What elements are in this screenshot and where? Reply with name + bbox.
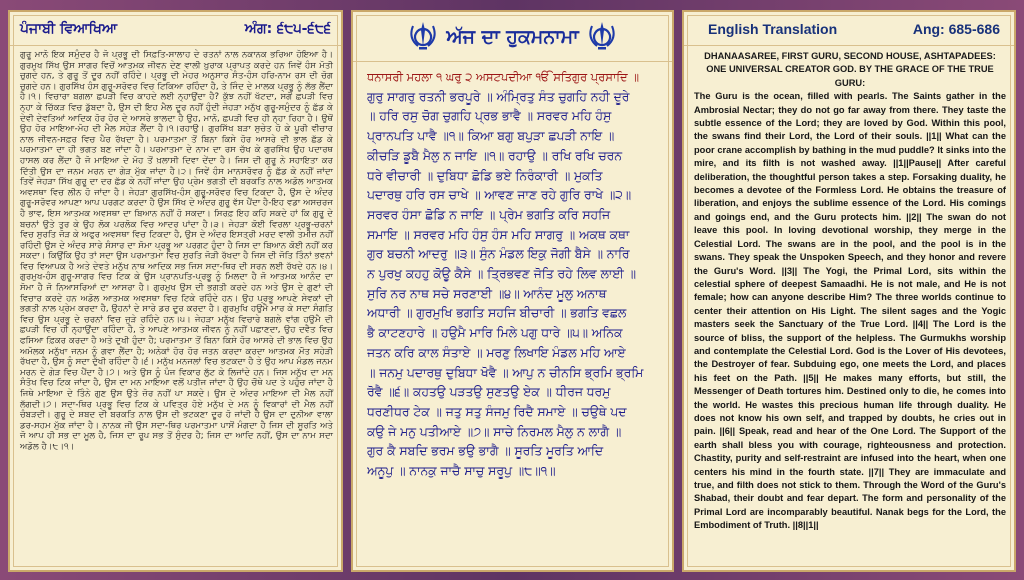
punjabi-panel-ang: ਅੰਗ: ੬੮੫-੬੮੬ xyxy=(244,20,331,37)
punjabi-explanation-panel xyxy=(8,10,343,572)
hukamnama-line: ਸਰਵਰ ਹੰਸਾ ਛੋਡਿ ਨ ਜਾਇ ॥ ਪ੍ਰੇਮ ਭਗਤਿ ਕਰਿ ਸਹਜਿ xyxy=(367,207,611,222)
english-translation-text: The Guru is the ocean, filled with pearls. The Saints gather in the Ambrosial Nectar; they do not go far away from there. They taste the subtle essence of the Lord; they are loved by God. Within this pool, the swans find their Lord, the Lord of their souls. ||1|| What can the poor crane accomplish by bathing in the mud puddle? It sinks into the mire, and its filth is not washed away. ||1||Pause|| After careful deliberation, the thoughtful person takes a step. Forsaking duality, he becomes a devotee of the Formless Lord. He obtains the treasure of liberation, and enjoys the sublime essence of the Lord. His comings and goings end, and the Guru protects him. ||2|| The swan do not leave this pool. In loving devotional worship, they merge in the Celestial Lord. The swans are in the pool, and the pool is in the swans. They speak the Unspoken Speech, and they honor and revere the Guru's Word. ||3|| The Yogi, the Primal Lord, sits within the celestial sphere of deepest Samaadhi. He is not male, and He is not female; how can anyone describe Him? The three worlds continue to center their attention on His Light. The silent sages and the Yogic masters seek the Sanctuary of the True Lord. ||4|| The Lord is the source of bliss, the support of the helpless. The Gurmukhs worship and contemplate the Celestial Lord. God is the Lover of His devotees, the Destroyer of fear. Subduing ego, one meets the Lord, and places his feet on the Path. ||5|| He makes many efforts, but still, the Messenger of Death tortures him. Destined only to die, he comes into the world. He wastes this precious human life through duality. He does not know his own self, and trapped by doubts, he cries out in pain. ||6|| Speak, read and hear of the One Lord. The Support of the earth shall bless you with courage, righteousness and protection. Chastity, purity and self-restraint are infused into the heart, when one centers his mind in the fourth state. ||7|| They are immaculate and true, and filth does not stick to them. Through the Word of the Guru's Shabad, their doubt and fear depart. The form and personality of the Primal Lord are incomparably beautiful. Nanak begs for the Lord, the Embodiment of Truth. ||8||1|| xyxy=(694,91,1006,531)
hukamnama-line: ਅਧਾਰੀ ॥ ਗੁਰਮੁਖਿ ਭਗਤਿ ਸਹਜਿ ਬੀਚਾਰੀ ॥ ਭਗਤਿ ਵਛਲ xyxy=(367,306,627,321)
hukamnama-line: ਧਰੇ ਵੀਚਾਰੀ ॥ ਦੁਬਿਧਾ ਛੋਡਿ ਭਏ ਨਿਰੰਕਾਰੀ ॥ ਮੁਕਤਿ xyxy=(367,168,603,183)
khanda-left-icon xyxy=(408,20,438,54)
hukamnama-line: ਗੁਰ ਕੈ ਸਬਦਿ ਭਰਮ ਭਉ ਭਾਗੈ ॥ ਸੂਰਤਿ ਮੂਰਤਿ ਆਦਿ xyxy=(367,444,603,459)
khanda-right-icon xyxy=(587,20,617,54)
hukamnama-line: ਪਦਾਰਥੁ ਹਰਿ ਰਸ ਚਾਖੇ ॥ ਆਵਣ ਜਾਣ ਰਹੇ ਗੁਰਿ ਰਾਖੇ ॥੨॥ xyxy=(367,188,632,203)
hukamnama-line: ਗੁਰ ਬਚਨੀ ਆਦਰੁ ॥੩॥ ਸੁੰਨ ਮੰਡਲ ਇਕੁ ਜੋਗੀ ਬੈਸੇ ॥ ਨਾਰਿ xyxy=(367,247,630,262)
hukamnama-line: ਗੁਰੁ ਸਾਗਰੁ ਰਤਨੀ ਭਰਪੂਰੇ ॥ ਅੰਮ੍ਰਿਤੁ ਸੰਤ ਚੁਗਹਿ ਨਹੀ ਦੂਰੇ xyxy=(367,89,630,104)
hukamnama-panel xyxy=(351,10,674,572)
hukamnama-line: ਧਰਣੀਧਰ ਟੇਕ ॥ ਜਤੁ ਸਤੁ ਸੰਜਮੁ ਰਿਦੈ ਸਮਾਏ ॥ ਚਉਥੇ ਪਦ xyxy=(367,404,627,419)
english-panel-header xyxy=(684,12,1014,46)
english-panel-ang: Ang: 685-686 xyxy=(912,20,1000,37)
english-panel-title: English Translation xyxy=(708,20,838,37)
english-translation-panel xyxy=(682,10,1016,572)
hukamnama-line: ਕੀਚੜਿ ਡੂਬੈ ਮੈਲੁ ਨ ਜਾਇ ॥੧॥ ਰਹਾਉ ॥ ਰਖਿ ਰਖਿ ਚਰਨ xyxy=(367,148,622,163)
punjabi-panel-header xyxy=(10,12,341,46)
hukamnama-line: ਰੋਵੈ ॥੬॥ ਕਹਤਉ ਪੜਤਉ ਸੁਣਤਉ ਏਕ ॥ ਧੀਰਜ ਧਰਮੁ xyxy=(367,385,611,400)
punjabi-explanation-text: ਗੁਰੂ ਮਾਨੋ ਇਕ ਸਮੁੰਦਰ ਹੈ ਜੋ ਪ੍ਰਭੂ ਦੀ ਸਿਫ਼ਤਿ-ਸਾਲਾਹ ਦੇ ਰਤਨਾਂ ਨਾਲ ਨਕਾਨਕ ਭਰਿਆ ਹੋਇਆ ਹੈ। ਗੁਰਮੁਖ ਸਿੱਖ ਉਸ ਸਾਗਰ ਵਿਚੋਂ ਆਤਮਕ ਜੀਵਨ ਦੇਣ ਵਾਲੀ ਖ਼ੁਰਾਕ ਪ੍ਰਾਪਤ ਕਰਦੇ ਹਨ ਜਿਵੇਂ ਹੰਸ ਮੋਤੀ ਚੁਗਦੇ ਹਨ, ਤੇ ਗੁਰੂ ਤੋਂ ਦੂਰ ਨਹੀਂ ਰਹਿੰਦੇ। ਪ੍ਰਭੂ ਦੀ ਮੇਹਰ ਅਨੁਸਾਰ ਸੰਤ-ਹੰਸ ਹਰਿ-ਨਾਮ ਰਸ ਦੀ ਚੋਗ ਚੁਗਦੇ ਹਨ। ਗੁਰਸਿੱਖ ਹੰਸ ਗੁਰੂ-ਸਰੋਵਰ ਵਿਚ ਟਿਕਿਆ ਰਹਿੰਦਾ ਹੈ, ਤੇ ਜਿੰਦ ਦੇ ਮਾਲਕ ਪ੍ਰਭੂ ਨੂੰ ਲੱਭ ਲੈਂਦਾ ਹੈ।੧। ਵਿਚਾਰਾ ਬਗਲਾ ਛਪੜੀ ਵਿਚ ਕਾਹਦੇ ਲਈ ਨ੍ਹਾਉਂਦਾ ਹੈ? ਕੁੱਝ ਨਹੀਂ ਖੱਟਦਾ, ਸਗੋਂ ਛਪੜੀ ਵਿਚ ਨ੍ਹਾ ਕੇ ਚਿੱਕੜ ਵਿਚ ਡੁੱਬਦਾ ਹੈ, ਉਸ ਦੀ ਇਹ ਮੈਲ ਦੂਰ ਨਹੀਂ ਹੁੰਦੀ ਜੇਹੜਾ ਮਨੁੱਖ ਗੁਰੂ-ਸਮੁੰਦਰ ਨੂੰ ਛੱਡ ਕੇ ਦੇਵੀ ਦੇਵਤਿਆਂ ਆਦਿਕ ਹੋਰ ਹੋਰ ਦੇ ਆਸਰੇ ਭਾਲਦਾ ਹੈ ਉਹ, ਮਾਨੋ, ਛਪੜੀ ਵਿਚ ਹੀ ਨ੍ਹਾ ਰਿਹਾ ਹੈ। ਉਥੋਂ ਉਹ ਹੋਰ ਮਾਇਆ-ਮੋਹ ਦੀ ਮੈਲ ਸਹੇੜ ਲੈਂਦਾ ਹੈ।੧।ਰਹਾਉ। ਗੁਰਸਿੱਖ ਬੜਾ ਸੁਚੇਤ ਹੋ ਕੇ ਪੂਰੀ ਵੀਚਾਰ ਨਾਲ ਜੀਵਨ-ਸਫ਼ਰ ਵਿਚ ਪੈਰ ਰੱਖਦਾ ਹੈ। ਪਰਮਾਤਮਾ ਤੋਂ ਬਿਨਾ ਕਿਸੇ ਹੋਰ ਆਸਰੇ ਦੀ ਭਾਲ ਛੱਡ ਕੇ ਪਰਮਾਤਮਾ ਦਾ ਹੀ ਭਗਤ ਬਣ ਜਾਂਦਾ ਹੈ। ਪਰਮਾਤਮਾ ਦੇ ਨਾਮ ਦਾ ਰਸ ਚੱਖ ਕੇ ਗੁਰਸਿੱਖ ਉਹ ਪਦਾਰਥ ਹਾਸਲ ਕਰ ਲੈਂਦਾ ਹੈ ਜੋ ਮਾਇਆ ਦੇ ਮੋਹ ਤੋਂ ਖ਼ਲਾਸੀ ਦਿਵਾ ਦੇਂਦਾ ਹੈ। ਜਿਸ ਦੀ ਗੁਰੂ ਨੇ ਸਹਾਇਤਾ ਕਰ ਦਿੱਤੀ ਉਸ ਦਾ ਜਨਮ ਮਰਨ ਦਾ ਗੇੜ ਮੁੱਕ ਜਾਂਦਾ ਹੈ।੨। ਜਿਵੇਂ ਹੰਸ ਮਾਨਸਰੋਵਰ ਨੂੰ ਛੱਡ ਕੇ ਨਹੀਂ ਜਾਂਦਾ ਤਿਵੇਂ ਜੇਹੜਾ ਸਿੱਖ ਗੁਰੂ ਦਾ ਦਰ ਛੱਡ ਕੇ ਨਹੀਂ ਜਾਂਦਾ ਉਹ ਪ੍ਰੇਮ ਭਗਤੀ ਦੀ ਬਰਕਤਿ ਨਾਲ ਅਡੋਲ ਆਤਮਕ ਅਵਸਥਾ ਵਿਚ ਲੀਨ ਹੋ ਜਾਂਦਾ ਹੈ। ਜੇਹੜਾ ਗੁਰਸਿੱਖ-ਹੰਸ ਗੁਰੂ-ਸਰੋਵਰ ਵਿਚ ਟਿਕਦਾ ਹੈ, ਉਸ ਦੇ ਅੰਦਰ ਗੁਰੂ-ਸਰੋਵਰ ਆਪਣਾ ਆਪ ਪਰਗਟ ਕਰਦਾ ਹੈ ਉਸ ਸਿੱਖ ਦੇ ਅੰਦਰ ਗੁਰੂ ਵੱਸ ਪੈਂਦਾ ਹੈ-ਇਹ ਵਡਾ ਅਸਚਰਜ ਹੈ ਭਾਵ, ਇਸ ਆਤਮਕ ਅਵਸਥਾ ਦਾ ਬਿਆਨ ਨਹੀਂ ਹੋ ਸਕਦਾ। ਸਿਰਫ਼ ਇਹ ਕਹਿ ਸਕਦੇ ਹਾਂ ਕਿ ਗੁਰੂ ਦੇ ਬਚਨਾਂ ਉਤੇ ਤੁਰ ਕੇ ਉਹ ਲੋਕ ਪਰਲੋਕ ਵਿਚ ਆਦਰ ਪਾਂਦਾ ਹੈ।੩। ਜੇਹੜਾ ਕੋਈ ਵਿਰਲਾ ਪ੍ਰਭੂ-ਚਰਨਾਂ ਵਿਚ ਸੁਰਤਿ ਜੋੜ ਕੇ ਅਫੁਰ ਅਵਸਥਾ ਵਿਚ ਟਿਕਦਾ ਹੈ, ਉਸ ਦੇ ਅੰਦਰ ਇਸਤ੍ਰੀ ਮਰਦ ਵਾਲੀ ਤਮੀਜ਼ ਨਹੀਂ ਰਹਿੰਦੀ ਉਸ ਦੇ ਅੰਦਰ ਸਾਰੇ ਸੰਸਾਰ ਦਾ ਸੋਮਾ ਪ੍ਰਭੂ ਆ ਪਰਗਟ ਹੁੰਦਾ ਹੈ ਜਿਸ ਦਾ ਬਿਆਨ ਕੋਈ ਨਹੀਂ ਕਰ ਸਕਦਾ। ਕਿਉਂਕਿ ਉਹ ਤਾਂ ਸਦਾ ਉਸ ਪਰਮਾਤਮਾ ਵਿਚ ਸੁਰਤਿ ਜੋੜੀ ਰੱਖਦਾ ਹੈ ਜਿਸ ਦੀ ਜੋਤਿ ਤਿੰਨਾਂ ਭਵਨਾਂ ਵਿਚ ਵਿਆਪਕ ਹੈ ਅਤੇ ਦੇਵਤੇ ਮਨੁੱਖ ਨਾਥ ਆਦਿਕ ਸਭ ਜਿਸ ਸਦਾ-ਥਿਰ ਦੀ ਸਰਨ ਲਈ ਰੱਖਦੇ ਹਨ।੪। ਗੁਰਮੁਖ-ਹੰਸ ਗੁਰੂ-ਸਾਗਰ ਵਿਚ ਟਿਕ ਕੇ ਉਸ ਪ੍ਰਾਨਪਤਿ-ਪ੍ਰਭੂ ਨੂੰ ਮਿਲਦਾ ਹੈ ਜੋ ਆਤਮਕ ਆਨੰਦ ਦਾ ਸੋਮਾ ਹੈ ਜੋ ਨਿਆਸਰਿਆਂ ਦਾ ਆਸਰਾ ਹੈ। ਗੁਰਮੁਖ ਉਸ ਦੀ ਭਗਤੀ ਕਰਦੇ ਹਨ ਅਤੇ ਉਸ ਦੇ ਗੁਣਾਂ ਦੀ ਵਿਚਾਰ ਕਰਦੇ ਹਨ ਅਡੋਲ ਆਤਮਕ ਅਵਸਥਾ ਵਿਚ ਟਿਕੇ ਰਹਿੰਦੇ ਹਨ। ਉਹ ਪ੍ਰਭੂ ਆਪਣੇ ਸੇਵਕਾਂ ਦੀ ਭਗਤੀ ਨਾਲ ਪ੍ਰੇਮ ਕਰਦਾ ਹੈ, ਉਹਨਾਂ ਦੇ ਸਾਰੇ ਡਰ ਦੂਰ ਕਰਦਾ ਹੈ। ਗੁਰਮੁਖਿ ਹਉਮੈ ਮਾਰ ਕੇ ਸਦਾ ਸੰਗਤਿ ਵਿਚ ਉਸ ਪ੍ਰਭੂ ਦੇ ਚਰਨਾਂ ਵਿਚ ਜੁੜੇ ਰਹਿੰਦੇ ਹਨ।੫। ਜੇਹੜਾ ਮਨੁੱਖ ਵਿਚਾਰੇ ਬਗਲੇ ਵਾਂਗ ਹਉਮੈ ਦੀ ਛਪੜੀ ਵਿਚ ਹੀ ਨ੍ਹਾਉਂਦਾ ਰਹਿੰਦਾ ਹੈ, ਤੇ ਆਪਣੇ ਆਤਮਕ ਜੀਵਨ ਨੂੰ ਨਹੀਂ ਪਛਾਣਦਾ, ਉਹ ਦਵੈਤ ਵਿਚ ਫਸਿਆ ਫ਼ਿਕਰ ਕਰਦਾ ਹੈ ਅਤੇ ਦੁਖੀ ਹੁੰਦਾ ਹੈ; ਪਰਮਾਤਮਾ ਤੋਂ ਬਿਨਾ ਕਿਸੇ ਹੋਰ ਆਸਰੇ ਦੀ ਭਾਲ ਵਿਚ ਉਹ ਅਮੋਲਕ ਮਨੁੱਖਾ ਜਨਮ ਨੂੰ ਗਵਾ ਲੈਂਦਾ ਹੈ; ਅਨੇਕਾਂ ਹੋਰ ਹੋਰ ਜਤਨ ਕਰਦਾ ਕਰਦਾ ਆਤਮਕ ਮੌਤ ਸਹੇੜੀ ਰੱਖਦਾ ਹੈ, ਉਸ ਨੂੰ ਸਦਾ ਦੁੱਖੀ ਰਹਿੰਦਾ ਹੈ।੬। ਮਨੁੱਖ ਮਨਜਲਾਂ ਵਿਚ ਭਟਕਦਾ ਹੈ ਤੇ ਉਹ ਆਪ ਮੰਡਲ ਜਨਮ ਮਰਨ ਦੇ ਗੇੜ ਵਿਚ ਪੈਂਦਾ ਹੈ।੭। ਅਤੇ ਉਸ ਨੂੰ ਪੰਜ ਵਿਕਾਰ ਲੁੱਟ ਕੇ ਲਿਜਾਂਦੇ ਹਨ। ਜਿਸ ਮਨੁੱਖ ਦਾ ਮਨ ਸੰਤੋਖ ਵਿਚ ਟਿਕ ਜਾਂਦਾ ਹੈ, ਉਸ ਦਾ ਮਨ ਮਾਇਆ ਵਲੋਂ ਪਤੀਜ ਜਾਂਦਾ ਹੈ ਉਹ ਚੌਥੇ ਪਦ ਤੇ ਪਹੁੰਚ ਜਾਂਦਾ ਹੈ ਜਿਥੇ ਮਾਇਆ ਦੇ ਤਿੰਨੇ ਗੁਣ ਉਸ ਉਤੇ ਜ਼ੋਰ ਨਹੀਂ ਪਾ ਸਕਦੇ। ਉਸ ਦੇ ਅੰਦਰ ਮਾਇਆ ਦੀ ਮੈਲ ਨਹੀਂ ਲੱਗਦੀ।੭। ਸਦਾ-ਥਿਰ ਪ੍ਰਭੂ ਵਿਚ ਟਿਕ ਕੇ ਪਵਿਤ੍ਰ ਹੋਏ ਮਨੁੱਖ ਦੇ ਮਨ ਨੂੰ ਵਿਕਾਰਾਂ ਦੀ ਮੈਲ ਨਹੀਂ ਚੰਬੜਦੀ। ਗੁਰੂ ਦੇ ਸ਼ਬਦ ਦੀ ਬਰਕਤਿ ਨਾਲ ਉਸ ਦੀ ਭਟਕਣਾ ਦੂਰ ਹੋ ਜਾਂਦੀ ਹੈ ਉਸ ਦਾ ਦੁਨੀਆ ਵਾਲਾ ਡਰ-ਸਹਮ ਮੁੱਕ ਜਾਂਦਾ ਹੈ। ਨਾਨਕ ਜੀ ਉਸ ਸਦਾ-ਥਿਰ ਪਰਮਾਤਮਾ ਪਾਸੋਂ ਮੰਗਦਾ ਹੈ ਜਿਸ ਦੀ ਸੂਰਤਿ ਅਤੇ ਜੋ ਆਪ ਹੀ ਸਭ ਦਾ ਮੂਲ ਹੈ, ਜਿਸ ਦਾ ਰੂਪ ਸਭ ਤੋਂ ਸੁੰਦਰ ਹੈ; ਜਿਸ ਦਾ ਆਦਿ ਨਹੀਂ, ਉਸ ਦਾ ਨਾਮ ਸਦਾ ਅਡੋਲ ਹੈ।੮।੧। xyxy=(20,50,333,452)
hukamnama-line: ਨ ਪੁਰਖੁ ਕਹਹੁ ਕੋਊ ਕੈਸੇ ॥ ਤ੍ਰਿਭਵਣ ਜੋਤਿ ਰਹੇ ਲਿਵ ਲਾਈ ॥ xyxy=(367,267,636,282)
hukamnama-line: ਸੁਰਿ ਨਰ ਨਾਥ ਸਚੇ ਸਰਣਾਈ ॥੪॥ ਆਨੰਦ ਮੂਲੁ ਅਨਾਥ xyxy=(367,286,607,301)
hukamnama-line: ਜਤਨ ਕਰਿ ਕਾਲ ਸੰਤਾਏ ॥ ਮਰਣੁ ਲਿਖਾਇ ਮੰਡਲ ਮਹਿ ਆਏ xyxy=(367,345,626,360)
punjabi-panel-title: ਪੰਜਾਬੀ ਵਿਆਖਿਆ xyxy=(20,20,118,37)
hukamnama-title: ਅੱਜ ਦਾ ਹੁਕਮਨਾਮਾ xyxy=(446,25,579,48)
hukamnama-text xyxy=(367,68,660,482)
hukamnama-line: ॥ ਜਨਮੁ ਪਦਾਰਥੁ ਦੁਬਿਧਾ ਖੋਵੈ ॥ ਆਪੁ ਨ ਚੀਨਸਿ ਭ੍ਰਮਿ ਭ੍ਰਮਿ xyxy=(367,365,644,380)
hukamnama-header xyxy=(353,12,672,62)
hukamnama-line: ਕਉ ਜੇ ਮਨੁ ਪਤੀਆਏ ॥੭॥ ਸਾਚੇ ਨਿਰਮਲ ਮੈਲੁ ਨ ਲਾਗੈ ॥ xyxy=(367,424,622,439)
hukamnama-line: ਸਮਾਇ ॥ ਸਰਵਰ ਮਹਿ ਹੰਸੁ ਹੰਸ ਮਹਿ ਸਾਗਰੁ ॥ ਅਕਥ ਕਥਾ xyxy=(367,227,630,242)
english-translation-heading: DHANAASAREE, FIRST GURU, SECOND HOUSE, ASHTAPADEES: ONE UNIVERSAL CREATOR GOD. BY THE GRACE OF THE TRUE GURU: xyxy=(704,51,996,88)
hukamnama-heading-line: ਧਨਾਸਰੀ ਮਹਲਾ ੧ ਘਰੁ ੨ ਅਸਟਪਦੀਆ ੴ ਸਤਿਗੁਰ ਪ੍ਰਸਾਦਿ ॥ xyxy=(367,70,639,84)
hukamnama-line: ਪ੍ਰਾਨਪਤਿ ਪਾਵੈ ॥੧॥ ਕਿਆ ਬਗੁ ਬਪੁੜਾ ਛਪੜੀ ਨਾਇ ॥ xyxy=(367,129,615,144)
english-translation-body xyxy=(694,50,1006,533)
hukamnama-line: ॥ ਹਰਿ ਰਸੁ ਚੋਗ ਚੁਗਹਿ ਪ੍ਰਭ ਭਾਵੈ ॥ ਸਰਵਰ ਮਹਿ ਹੰਸੁ xyxy=(367,109,612,124)
hukamnama-line: ਅਨੂਪੁ ॥ ਨਾਨਕੁ ਜਾਚੈ ਸਾਚੁ ਸਰੂਪੁ ॥੮॥੧॥ xyxy=(367,464,556,479)
hukamnama-line: ਭੈ ਕਾਟਣਹਾਰੇ ॥ ਹਉਮੈ ਮਾਰਿ ਮਿਲੇ ਪਗੁ ਧਾਰੇ ॥੫॥ ਅਨਿਕ xyxy=(367,326,623,341)
